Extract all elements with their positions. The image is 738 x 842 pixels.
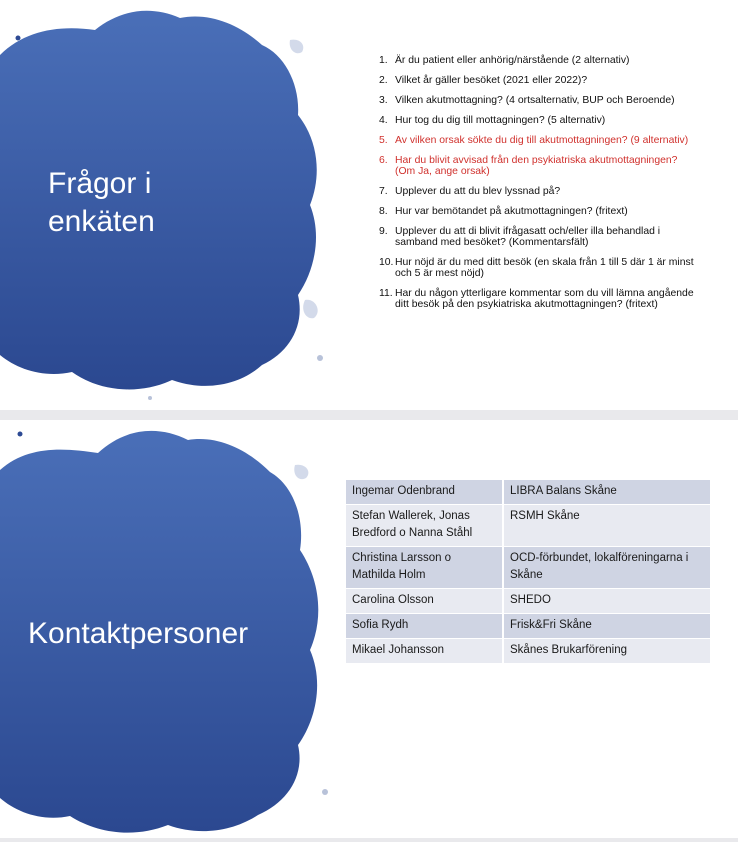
table-row xyxy=(346,589,710,614)
question-number: 10. xyxy=(379,257,394,268)
question-text: Hur tog du dig till mottagningen? (5 alternativ) xyxy=(395,115,606,126)
question-number: 3. xyxy=(379,95,388,106)
question-item xyxy=(365,186,695,197)
question-text: Har du blivit avvisad från den psykiatriska akutmottagningen? (Om Ja, ange orsak) xyxy=(395,155,678,177)
question-number: 6. xyxy=(379,155,388,166)
question-number: 8. xyxy=(379,206,388,217)
question-text: Vilken akutmottagning? (4 ortsalternativ, BUP och Beroende) xyxy=(395,95,675,106)
slide-questions xyxy=(0,0,738,410)
contact-name: Sofia Rydh xyxy=(346,614,503,639)
question-item xyxy=(365,206,695,217)
contact-name: Ingemar Odenbrand xyxy=(346,480,503,505)
contact-organization: OCD-förbundet, lokalföreningarna i Skåne xyxy=(503,547,710,589)
slide-title: Frågor i enkäten xyxy=(48,167,155,238)
question-text: Hur var bemötandet på akutmottagningen? (fritext) xyxy=(395,206,628,217)
question-item xyxy=(365,257,695,279)
question-text: Är du patient eller anhörig/närstående (2 alternativ) xyxy=(395,55,630,66)
question-number: 1. xyxy=(379,55,388,66)
question-text: Har du någon ytterligare kommentar som du vill lämna angående ditt besök på den psykiatriska akutmottagningen? (fritext) xyxy=(395,288,694,310)
contacts-table xyxy=(346,480,710,664)
question-text: Av vilken orsak sökte du dig till akutmottagningen? (9 alternativ) xyxy=(395,135,689,146)
contact-name: Christina Larsson o Mathilda Holm xyxy=(346,547,503,589)
question-item xyxy=(365,55,695,66)
slide-contacts xyxy=(0,420,738,838)
question-number: 5. xyxy=(379,135,388,146)
question-number: 4. xyxy=(379,115,388,126)
contact-organization: RSMH Skåne xyxy=(503,505,710,547)
question-item xyxy=(365,115,695,126)
table-row xyxy=(346,614,710,639)
contact-name: Carolina Olsson xyxy=(346,589,503,614)
table-row xyxy=(346,505,710,547)
question-item xyxy=(365,155,695,177)
contact-organization: LIBRA Balans Skåne xyxy=(503,480,710,505)
question-number: 9. xyxy=(379,226,388,237)
question-text: Vilket år gäller besöket (2021 eller 2022)? xyxy=(395,75,588,86)
table-row xyxy=(346,639,710,664)
questions-list xyxy=(365,55,695,319)
question-item xyxy=(365,95,695,106)
question-text: Hur nöjd är du med ditt besök (en skala från 1 till 5 där 1 är minst och 5 är mest nöjd) xyxy=(395,257,694,279)
contact-name: Stefan Wallerek, Jonas Bredford o Nanna Ståhl xyxy=(346,505,503,547)
table-row xyxy=(346,480,710,505)
question-number: 2. xyxy=(379,75,388,86)
question-item xyxy=(365,135,695,146)
question-item xyxy=(365,226,695,248)
question-number: 7. xyxy=(379,186,388,197)
question-number: 11. xyxy=(379,288,393,299)
contact-organization: SHEDO xyxy=(503,589,710,614)
question-text: Upplever du att di blivit ifrågasatt och/eller illa behandlad i samband med besöket? (Kommentarsfält) xyxy=(395,226,661,248)
question-item xyxy=(365,288,695,310)
question-text: Upplever du att du blev lyssnad på? xyxy=(395,186,561,197)
contact-organization: Frisk&Fri Skåne xyxy=(503,614,710,639)
table-row xyxy=(346,547,710,589)
contact-name: Mikael Johansson xyxy=(346,639,503,664)
slide-title: Kontaktpersoner xyxy=(28,617,249,650)
question-item xyxy=(365,75,695,86)
contact-organization: Skånes Brukarförening xyxy=(503,639,710,664)
